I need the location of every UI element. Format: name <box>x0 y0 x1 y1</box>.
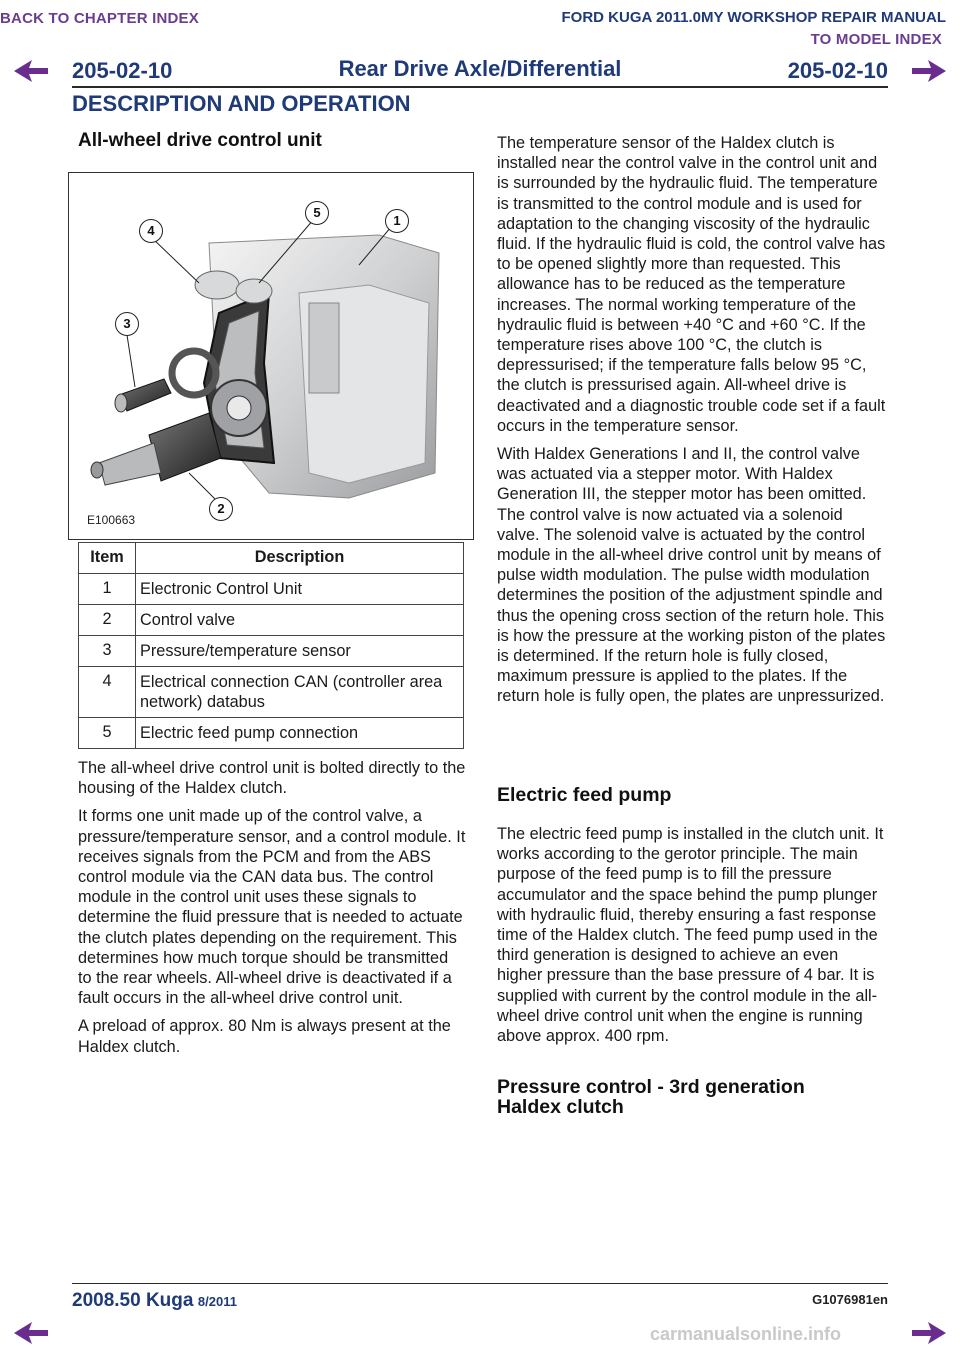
right-paragraph-1: The temperature sensor of the Haldex clutch is installed near the control valve in the control unit and is surrounded by the hydraulic fluid. The temperature is transmitted to the control module and is used for adaptation to the changing viscosity of the hydraulic fluid. If the hydraulic fluid is cold, the control valve has to be opened slightly more than requested. This allowance has to be reduced as the temperature increases. The normal working temperature of the hydraulic fluid is between +40 °C and +60 °C. If the temperature rises above 100 °C, the clutch is depressurised; if the temperature falls below 95 °C, the clutch is pressurised again. All-wheel drive is deactivated and a diagnostic trouble code set if a fault occurs in the temperature sensor. <box>497 134 886 435</box>
legend-table <box>78 542 464 749</box>
callout-2: 2 <box>209 497 233 521</box>
footer-doc-code: G1076981en <box>812 1292 888 1307</box>
legend-description: Control valve <box>136 605 464 636</box>
legend-item: 4 <box>79 667 136 718</box>
legend-col-description: Description <box>136 543 464 574</box>
footer-rule <box>72 1283 888 1284</box>
watermark: carmanualsonline.info <box>650 1324 842 1344</box>
table-row <box>79 667 464 718</box>
left-paragraph-2: It forms one unit made up of the control valve, a pressure/temperature sensor, and a control module. It receives signals from the PCM and from the ABS control module via the CAN data bus. The control module in the control unit uses these signals to determine the fluid pressure that is needed to actuate the clutch plates depending on the requirement. This determines how much torque should be transmitted to the rear wheels. All-wheel drive is deactivated if a fault occurs in the all-wheel drive control unit. <box>78 807 466 1008</box>
figure-control-unit <box>68 172 474 540</box>
section-type: DESCRIPTION AND OPERATION <box>72 91 411 116</box>
left-text-block <box>78 758 466 1065</box>
feed-pump-heading: Electric feed pump <box>497 784 672 806</box>
next-page-arrow-bottom-icon[interactable] <box>910 1320 948 1346</box>
callout-1: 1 <box>385 209 409 233</box>
back-to-chapter-index-link[interactable]: BACK TO CHAPTER INDEX <box>0 10 199 27</box>
pressure-control-heading <box>497 1077 887 1117</box>
table-row <box>79 574 464 605</box>
callout-4: 4 <box>139 219 163 243</box>
footer-model-block <box>72 1290 237 1312</box>
figure-heading: All-wheel drive control unit <box>78 130 322 151</box>
legend-item: 5 <box>79 718 136 749</box>
legend-item: 2 <box>79 605 136 636</box>
legend-description: Electronic Control Unit <box>136 574 464 605</box>
legend-header-row <box>79 543 464 574</box>
footer-model: 2008.50 Kuga <box>72 1290 194 1311</box>
legend-description: Pressure/temperature sensor <box>136 636 464 667</box>
feed-pump-block <box>497 824 887 1054</box>
legend-description: Electric feed pump connection <box>136 718 464 749</box>
left-paragraph-1: The all-wheel drive control unit is bolted directly to the housing of the Haldex clutch. <box>78 759 466 798</box>
pressure-control-heading-line2: Haldex clutch <box>497 1096 624 1118</box>
image-code: E100663 <box>87 513 136 527</box>
manual-title: FORD KUGA 2011.0MY WORKSHOP REPAIR MANUAL <box>561 9 946 26</box>
callout-5: 5 <box>305 201 329 225</box>
section-number-left: 205-02-10 <box>72 58 173 83</box>
callout-3: 3 <box>115 312 139 336</box>
control-unit-illustration <box>69 173 473 539</box>
feed-pump-paragraph: The electric feed pump is installed in the clutch unit. It works according to the gerotor principle. The main purpose of the feed pump is to fill the pressure accumulator and the space behind the pump plunger with hydraulic fluid, thereby ensuring a fast response time of the Haldex clutch. The feed pump used in the third generation is designed to achieve an even higher pressure than the base pressure of 4 bar. It is supplied with current by the control module in the all-wheel drive control unit when the engine is running above approx. 400 rpm. <box>497 825 884 1046</box>
legend-col-item: Item <box>79 543 136 574</box>
footer-date: 8/2011 <box>197 1294 237 1309</box>
table-row <box>79 605 464 636</box>
right-paragraph-2: With Haldex Generations I and II, the control valve was actuated via a stepper motor. With Haldex Generation III, the stepper motor has been omitted. The control valve is now actuated via a solenoid valve. The solenoid valve is actuated by the control module in the all-wheel drive control unit by means of pulse width modulation. The pulse width modulation determines the position of the adjustment spindle and thus the opening cross section of the return hole. This is how the pressure at the working piston of the plates is determined. If the return hole is fully closed, maximum pressure is applied to the plates. If the return hole is fully open, the plates are unpressurized. <box>497 445 886 706</box>
legend-description: Electrical connection CAN (controller area network) databus <box>136 667 464 718</box>
legend-item: 1 <box>79 574 136 605</box>
chapter-title: Rear Drive Axle/Differential <box>338 56 622 81</box>
right-text-block <box>497 133 887 715</box>
legend-item: 3 <box>79 636 136 667</box>
section-number-right: 205-02-10 <box>787 58 888 83</box>
left-paragraph-3: A preload of approx. 80 Nm is always present at the Haldex clutch. <box>78 1017 451 1056</box>
header-rule <box>72 86 888 88</box>
to-model-index-link[interactable]: TO MODEL INDEX <box>810 31 942 48</box>
table-row <box>79 718 464 749</box>
pressure-control-heading-line1: Pressure control - 3rd generation <box>497 1076 805 1098</box>
previous-page-arrow-bottom-icon[interactable] <box>12 1320 50 1346</box>
table-row <box>79 636 464 667</box>
